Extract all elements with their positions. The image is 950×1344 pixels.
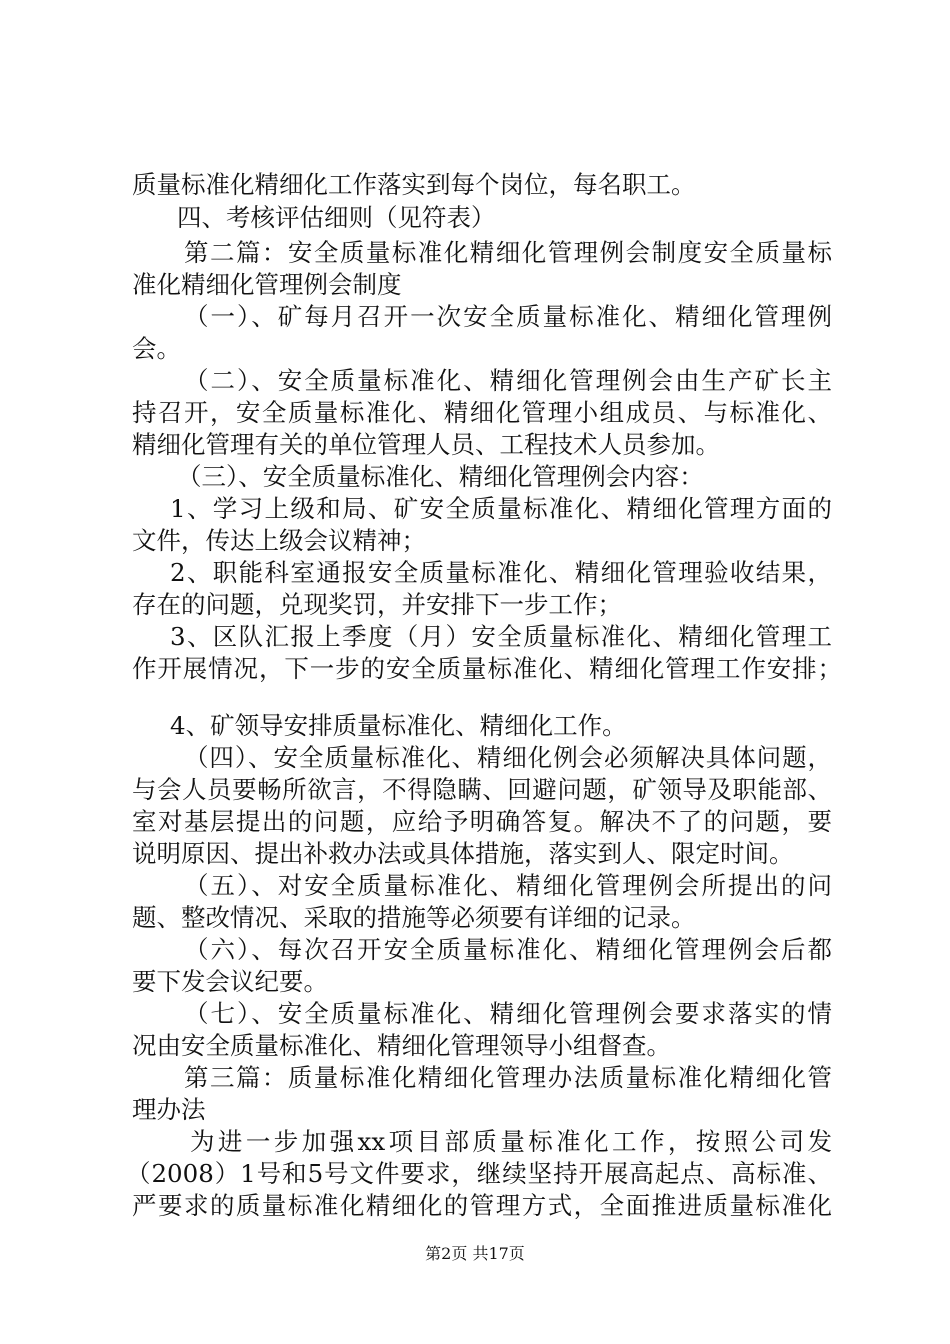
text-line: 理办法 <box>132 1095 206 1124</box>
text-line: 与会人员要畅所欲言，不得隐瞒、回避问题，矿领导及职能部、 <box>132 775 832 804</box>
text-line: 准化精细化管理例会制度 <box>132 270 402 299</box>
text-line: 持召开，安全质量标准化、精细化管理小组成员、与标准化、 <box>132 398 832 427</box>
text-line: 3、区队汇报上季度（月）安全质量标准化、精细化管理工 <box>170 622 832 651</box>
text-line: 说明原因、提出补救办法或具体措施，落实到人、限定时间。 <box>132 839 794 868</box>
text-line: 4、矿领导安排质量标准化、精细化工作。 <box>170 711 627 740</box>
text-line: 会。 <box>132 334 181 363</box>
text-line: 题、整改情况、采取的措施等必须要有详细的记录。 <box>132 903 696 932</box>
text-line: 第二篇：安全质量标准化精细化管理例会制度安全质量标 <box>184 238 832 267</box>
text-line: （四）、安全质量标准化、精细化例会必须解决具体问题， <box>184 743 832 772</box>
text-line: 况由安全质量标准化、精细化管理领导小组督查。 <box>132 1031 671 1060</box>
text-line: （六）、每次召开安全质量标准化、精细化管理例会后都 <box>184 935 832 964</box>
text-line: （一）、矿每月召开一次安全质量标准化、精细化管理例 <box>184 302 832 331</box>
text-line: 四、考核评估细则（见符表） <box>177 203 496 232</box>
text-line: 质量标准化精细化工作落实到每个岗位，每名职工。 <box>132 170 696 199</box>
text-line: 为进一步加强xx项目部质量标准化工作，按照公司发 <box>190 1127 832 1156</box>
text-line: 作开展情况，下一步的安全质量标准化、精细化管理工作安排； <box>132 654 842 683</box>
text-line: （2008）1号和5号文件要求，继续坚持开展高起点、高标准、 <box>126 1159 832 1188</box>
text-line: （二）、安全质量标准化、精细化管理例会由生产矿长主 <box>184 366 832 395</box>
text-line: 第三篇：质量标准化精细化管理办法质量标准化精细化管 <box>184 1063 832 1092</box>
text-line: （三）、安全质量标准化、精细化管理例会内容： <box>177 462 704 491</box>
text-line: 1、学习上级和局、矿安全质量标准化、精细化管理方面的 <box>170 494 832 523</box>
text-line: 2、职能科室通报安全质量标准化、精细化管理验收结果， <box>170 558 832 587</box>
text-line: 要下发会议纪要。 <box>132 967 328 996</box>
text-line: 室对基层提出的问题，应给予明确答复。解决不了的问题，要 <box>132 807 832 836</box>
text-line: 文件，传达上级会议精神； <box>132 526 426 555</box>
text-line: （五）、对安全质量标准化、精细化管理例会所提出的问 <box>184 871 832 900</box>
text-line: 精细化管理有关的单位管理人员、工程技术人员参加。 <box>132 430 720 459</box>
page-footer: 第2页 共17页 <box>425 1244 525 1263</box>
text-line: 存在的问题，兑现奖罚，并安排下一步工作； <box>132 590 622 619</box>
text-line: （七）、安全质量标准化、精细化管理例会要求落实的情 <box>184 999 832 1028</box>
text-line: 严要求的质量标准化精细化的管理方式，全面推进质量标准化 <box>132 1191 832 1220</box>
